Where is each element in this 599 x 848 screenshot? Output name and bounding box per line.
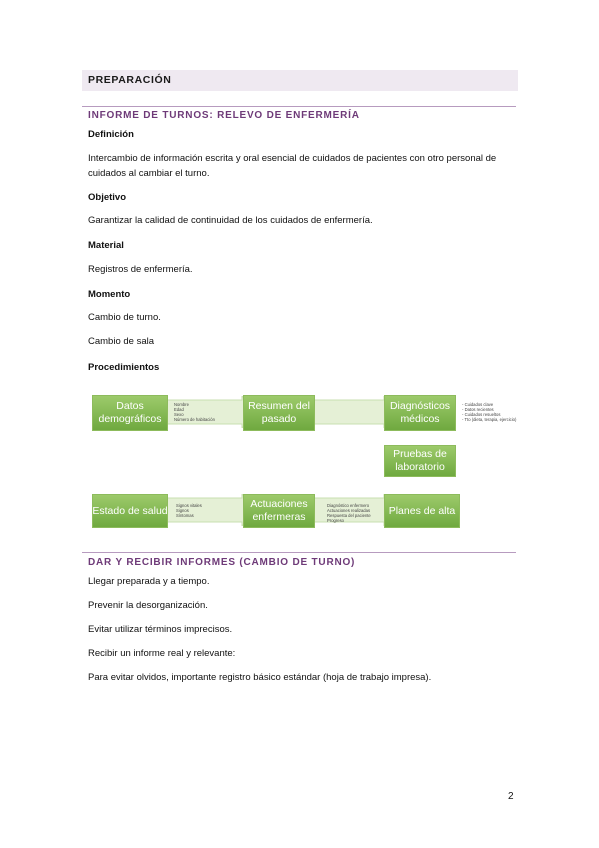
- mini-item: Signos: [176, 508, 189, 513]
- mini-item: Diagnóstico enfermero: [327, 503, 370, 508]
- estado-items: [176, 503, 202, 518]
- box-label: enfermeras: [252, 511, 306, 523]
- box-label: Resumen del: [248, 400, 310, 412]
- box-label: Actuaciones: [250, 498, 308, 510]
- definicion-line-2: cuidados al cambiar el turno.: [88, 168, 210, 179]
- mini-item: Respuesta del paciente: [327, 513, 371, 518]
- mini-item: Número de habitación: [174, 417, 215, 422]
- paragraph-3: Evitar utilizar términos imprecisos.: [88, 624, 233, 635]
- preparacion-heading: PREPARACIÓN: [88, 74, 172, 86]
- definicion-label: Definición: [88, 129, 134, 140]
- actuaciones-items: [327, 503, 371, 523]
- momento-item-2: Cambio de sala: [88, 336, 155, 347]
- mini-item: Edad: [174, 407, 184, 412]
- box-label: pasado: [261, 413, 297, 425]
- box-label: Diagnósticos: [389, 400, 451, 412]
- box-datos-demograficos: [92, 395, 168, 431]
- material-text: Registros de enfermería.: [88, 264, 193, 275]
- box-resumen-pasado: [243, 395, 315, 431]
- mini-item: Nombre: [174, 402, 189, 407]
- box-label: médicos: [400, 413, 440, 425]
- mini-item: Tto (dieta, terapia, ejercicio): [464, 417, 517, 422]
- box-label: Estado de salud: [92, 504, 168, 517]
- box-pruebas-laboratorio: [384, 445, 456, 477]
- diagnosticos-items: - Cuidados clave - Datos recientes - Cuidados resueltos - Tto (dieta, terapia, ejercicio): [462, 402, 517, 422]
- box-diagnosticos-medicos: [384, 395, 456, 431]
- box-actuaciones-enfermeras: [243, 494, 315, 528]
- momento-label: Momento: [88, 289, 131, 300]
- box-label: Planes de alta: [388, 504, 456, 517]
- box-planes-alta: [384, 494, 460, 528]
- objetivo-text: Garantizar la calidad de continuidad de los cuidados de enfermería.: [88, 215, 373, 226]
- section-title-dar-recibir: DAR Y RECIBIR INFORMES (CAMBIO DE TURNO): [88, 557, 356, 568]
- objetivo-label: Objetivo: [88, 192, 127, 203]
- box-estado-salud: [92, 494, 168, 528]
- paragraph-2: Prevenir la desorganización.: [88, 600, 208, 611]
- box-label: laboratorio: [395, 461, 445, 473]
- mini-item: Cuidados resueltos: [464, 412, 501, 417]
- definicion-line-1: Intercambio de información escrita y oral esencial de cuidados de pacientes con otro personal de: [88, 153, 497, 164]
- mini-item: Actuaciones realizadas: [327, 508, 371, 513]
- mini-item: Cuidados clave: [464, 402, 494, 407]
- material-label: Material: [88, 240, 124, 251]
- paragraph-4: Recibir un informe real y relevante:: [88, 648, 236, 659]
- box-label: Datos: [116, 400, 144, 412]
- mini-item: Sexo: [174, 412, 184, 417]
- procedimientos-label: Procedimientos: [88, 362, 160, 373]
- momento-item-1: Cambio de turno.: [88, 312, 161, 323]
- paragraph-5: Para evitar olvidos, importante registro básico estándar (hoja de trabajo impresa).: [88, 672, 432, 683]
- page-number: 2: [508, 791, 514, 802]
- mini-item: Signos vitales: [176, 503, 202, 508]
- paragraph-1: Llegar preparada y a tiempo.: [88, 576, 210, 587]
- box-label: demográficos: [98, 413, 162, 425]
- mini-item: Datos recientes: [464, 407, 494, 412]
- mini-item: Progreso: [327, 518, 344, 523]
- section-rule: [82, 552, 516, 553]
- section-title-informe: INFORME DE TURNOS: RELEVO DE ENFERMERÍA: [88, 110, 360, 121]
- mini-item: Síntomas: [176, 513, 194, 518]
- datos-items: [174, 402, 215, 422]
- box-label: Pruebas de: [393, 448, 447, 460]
- section-rule: [82, 106, 516, 107]
